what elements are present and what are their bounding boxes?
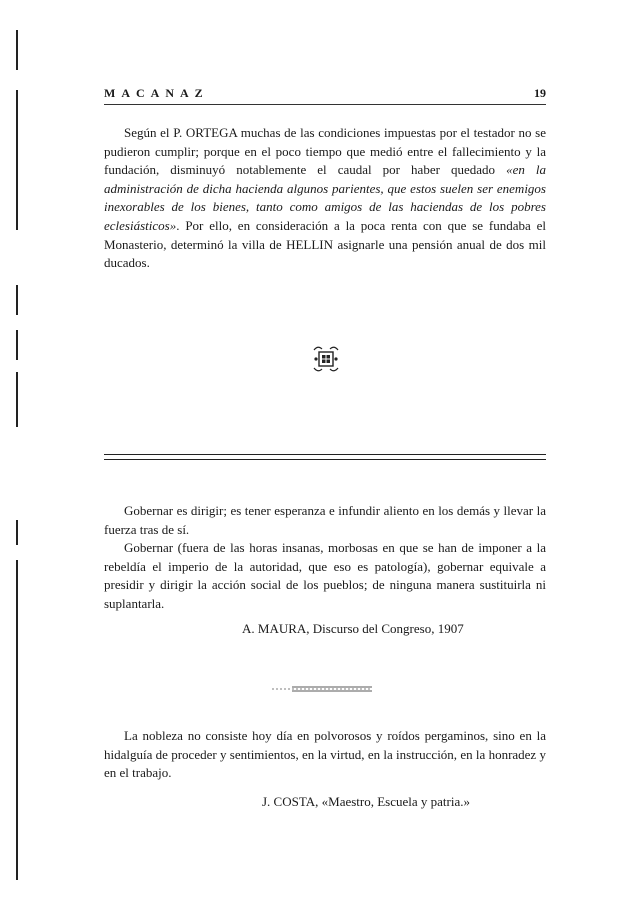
printer-ornament-icon [312,344,340,374]
scan-edge-mark [16,285,18,315]
page-number: 19 [534,86,546,100]
scan-edge-mark [16,90,18,230]
running-title: MACANAZ [104,86,209,100]
scan-edge-mark [16,330,18,360]
running-header [104,84,546,105]
maura-quote [104,502,546,614]
intro-text-before: Según el P. ORTEGA muchas de las condiciones impuestas por el testador no se pudieron cumplir; porque en el poco tiempo que medió entre el fallecimiento y la fundación, disminuyó notablemente el caudal por haber quedado [104,125,546,178]
scan-edge-mark [16,520,18,545]
maura-attribution: A. MAURA, Discurso del Congreso, 1907 [242,621,464,636]
intro-text-after: . Por ello, en consideración a la poca renta con que se fundaba el Monasterio, determinó la villa de HELLIN asignarle una pensión anual de dos mil ducados. [104,217,546,271]
costa-paragraph: La nobleza no consiste hoy día en polvorosos y roídos pergaminos, sino en la hidalguía de proceder y sentimientos, en la virtud, en la instrucción, en la honradez y en el trabajo. [104,728,546,781]
costa-attribution: J. COSTA, «Maestro, Escuela y patria.» [262,794,470,809]
scan-edge-mark [16,560,18,880]
costa-quote [104,727,546,783]
section-divider [104,454,546,460]
intro-paragraph [104,124,546,273]
maura-paragraph-1: Gobernar es dirigir; es tener esperanza e infundir aliento en los demás y llevar la fuerza tras de sí. [104,503,546,537]
intro-quote: «en la administración de dicha hacienda algunos parientes, que estos suelen ser enemigos inexorables de los bienes, tanto como amigos de las haciendas de los pobres eclesiásticos» [104,162,546,233]
scan-edge-mark [16,372,18,427]
intro-text [104,124,546,273]
maura-paragraph-2: Gobernar (fuera de las horas insanas, morbosas en que se han de imponer a la rebeldía el imperio de la autoridad, que eso es patología), gobernar equivale a presidir y dirigir la acción social de los pueblos; de ninguna manera sustituirla ni suplantarla. [104,540,546,611]
scan-edge-mark [16,30,18,70]
small-divider [272,686,372,692]
